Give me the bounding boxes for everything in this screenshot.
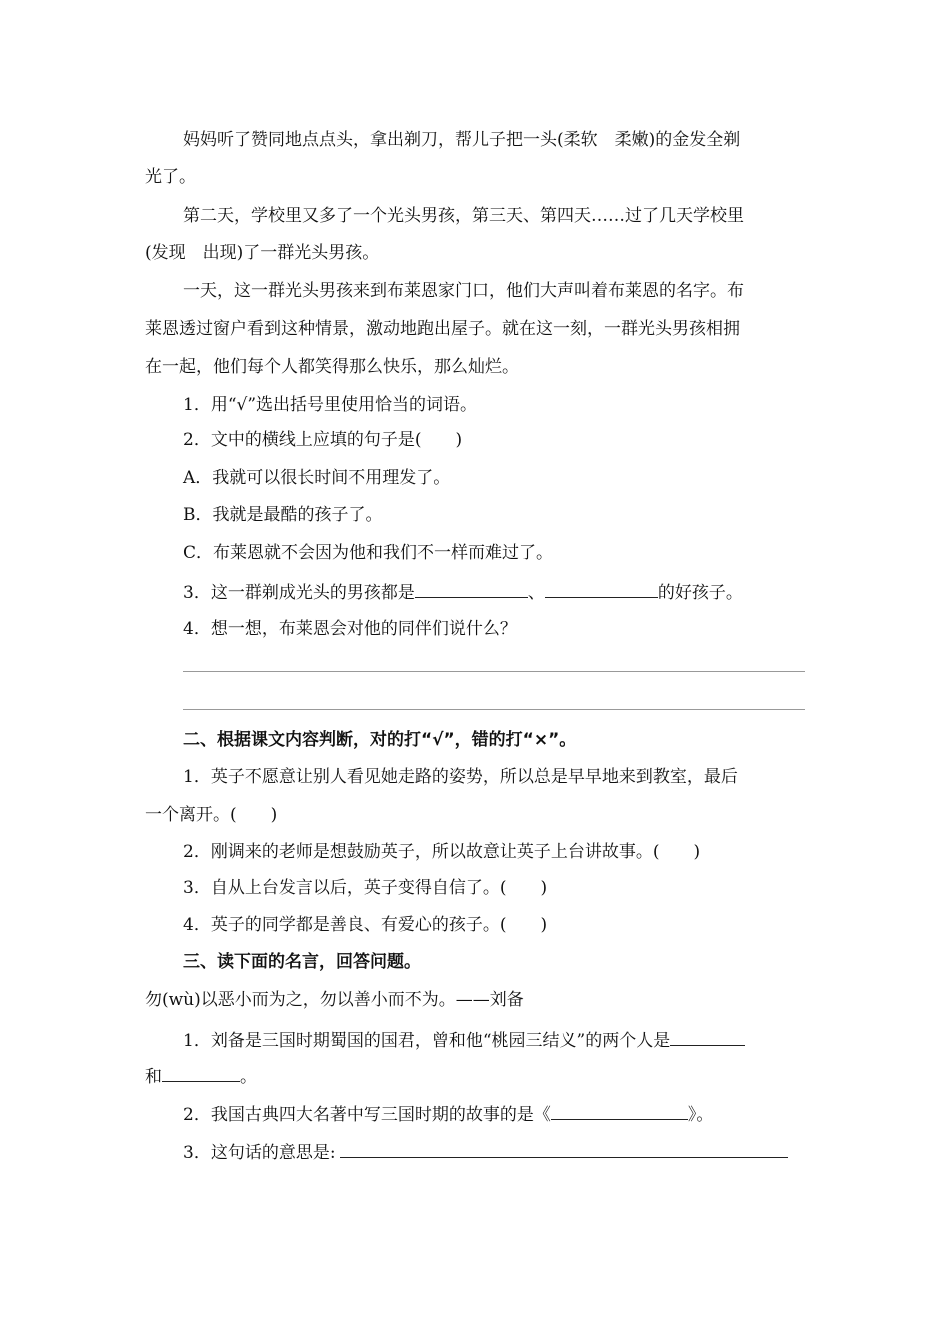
answer-blank[interactable] (340, 1139, 788, 1158)
question-3-2-text: 2．我国古典四大名著中写三国时期的故事的是《 (183, 1105, 551, 1125)
question-1-3-prefix: 3．这一群剃成光头的男孩都是 (183, 583, 415, 603)
story-paragraph-1-line-2: 光了。 (145, 167, 196, 187)
story-paragraph-2-line-2: (发现 出现)了一群光头男孩。 (145, 243, 380, 263)
answer-blank[interactable] (162, 1063, 240, 1082)
judgement-2: 2．刚调来的老师是想鼓励英子，所以故意让英子上台讲故事。( ) (183, 842, 701, 862)
question-3-1-line-1 (183, 1027, 805, 1053)
story-paragraph-3-line-2: 莱恩透过窗户看到这种情景，激动地跑出屋子。就在这一刻，一群光头男孩相拥 (145, 319, 740, 339)
judgement-1-line-1: 1．英子不愿意让别人看见她走路的姿势，所以总是早早地来到教室，最后 (183, 767, 738, 787)
question-3-2-end: 》。 (687, 1105, 714, 1125)
section-2-heading: 二、根据课文内容判断，对的打“√”，错的打“×”。 (183, 730, 577, 750)
question-3-1-line-2 (145, 1063, 805, 1089)
question-3-2 (183, 1101, 805, 1127)
question-3-3 (183, 1139, 805, 1165)
judgement-4: 4．英子的同学都是善良、有爱心的孩子。( ) (183, 915, 548, 935)
option-a: A．我就可以很长时间不用理发了。 (183, 468, 451, 488)
judgement-3: 3．自从上台发言以后，英子变得自信了。( ) (183, 878, 548, 898)
question-3-1-and: 和 (145, 1067, 162, 1087)
answer-line[interactable] (183, 671, 805, 672)
answer-blank[interactable] (545, 579, 658, 598)
option-b: B．我就是最酷的孩子了。 (183, 505, 383, 525)
answer-line[interactable] (183, 709, 805, 710)
answer-blank[interactable] (670, 1027, 745, 1046)
question-1-3-suffix: 的好孩子。 (657, 583, 743, 603)
question-1-1: 1．用“√”选出括号里使用恰当的词语。 (183, 395, 478, 415)
question-3-1-text: 1．刘备是三国时期蜀国的国君，曾和他“桃园三结义”的两个人是 (183, 1031, 671, 1051)
question-1-2: 2．文中的横线上应填的句子是( ) (183, 430, 463, 450)
answer-blank[interactable] (415, 579, 528, 598)
story-paragraph-3-line-3: 在一起，他们每个人都笑得那么快乐，那么灿烂。 (145, 357, 519, 377)
answer-blank[interactable] (551, 1101, 688, 1120)
proverb-quote: 勿(wù)以恶小而为之，勿以善小而不为。——刘备 (145, 990, 524, 1010)
story-paragraph-3-line-1: 一天，这一群光头男孩来到布莱恩家门口，他们大声叫着布莱恩的名字。布 (183, 281, 744, 301)
story-paragraph-2-line-1: 第二天，学校里又多了一个光头男孩，第三天、第四天……过了几天学校里 (183, 206, 744, 226)
option-c: C．布莱恩就不会因为他和我们不一样而难过了。 (183, 543, 554, 563)
section-3-heading: 三、读下面的名言，回答问题。 (183, 952, 421, 972)
judgement-1-line-2: 一个离开。( ) (145, 805, 278, 825)
question-1-3 (183, 579, 805, 605)
question-1-3-separator: 、 (527, 583, 545, 603)
question-1-4: 4．想一想，布莱恩会对他的同伴们说什么？ (183, 619, 517, 639)
story-paragraph-1-line-1: 妈妈听了赞同地点点头，拿出剃刀，帮儿子把一头(柔软 柔嫩)的金发全剃 (183, 130, 741, 150)
question-3-3-text: 3．这句话的意思是: (183, 1143, 336, 1163)
question-3-1-end: 。 (240, 1067, 257, 1087)
